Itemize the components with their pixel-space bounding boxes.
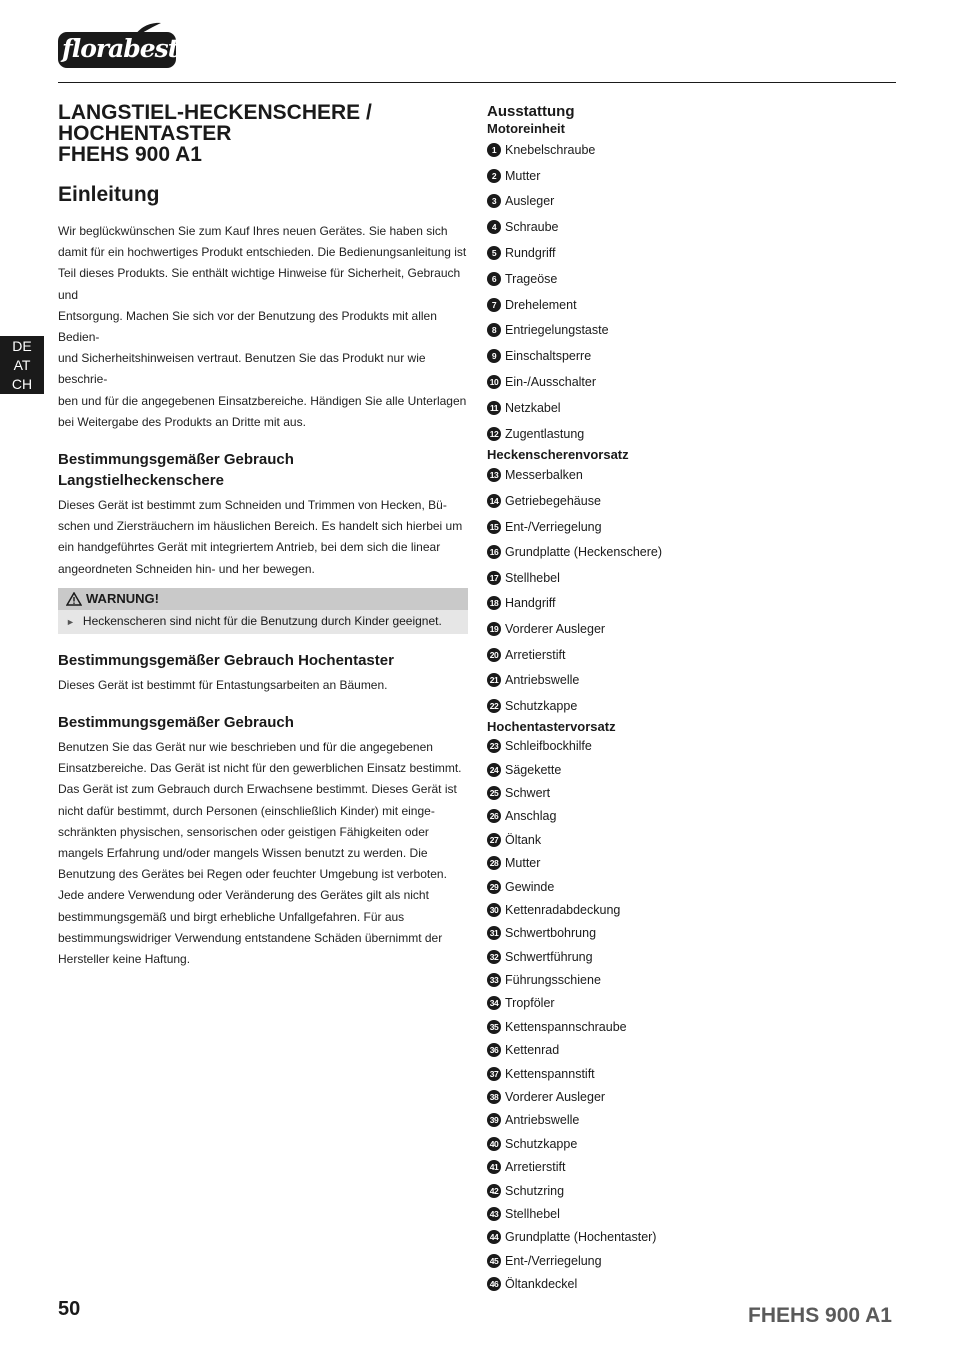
part-label: Schutzring <box>505 1183 565 1198</box>
group-title: Hochentastervorsatz <box>487 718 616 734</box>
part-number-badge: 32 <box>487 950 501 964</box>
part-item <box>487 214 907 240</box>
part-number-badge: 36 <box>487 1043 501 1057</box>
part-item <box>487 1085 907 1108</box>
part-label: Mutter <box>505 856 541 871</box>
part-item <box>487 922 907 945</box>
part-number-badge: 9 <box>487 349 501 363</box>
warning-header <box>58 588 468 610</box>
part-item <box>487 851 907 874</box>
text-line: Benutzung des Gerätes bei Regen oder feuchter Umgebung ist verboten. <box>58 867 447 882</box>
part-item <box>487 735 907 758</box>
part-number-badge: 19 <box>487 622 501 636</box>
part-label: Tropföler <box>505 996 555 1011</box>
equipment-heading: Ausstattung <box>487 103 575 120</box>
part-number-badge: 6 <box>487 272 501 286</box>
part-number-badge: 18 <box>487 596 501 610</box>
part-number-badge: 28 <box>487 856 501 870</box>
part-item <box>487 1109 907 1132</box>
part-label: Kettenrad <box>505 1043 560 1058</box>
part-label: Grundplatte (Heckenschere) <box>505 545 663 560</box>
part-label: Schwert <box>505 785 551 800</box>
part-number-badge: 22 <box>487 699 501 713</box>
text-line: bei Weitergabe des Produkts an Dritte mit aus. <box>58 414 306 429</box>
part-label: Schleifbockhilfe <box>505 739 592 754</box>
part-number-badge: 40 <box>487 1137 501 1151</box>
text-line: Jede andere Verwendung oder Veränderung des Gerätes gilt als nicht <box>58 888 429 903</box>
part-item <box>487 421 907 447</box>
part-label: Kettenspannstift <box>505 1066 595 1081</box>
part-label: Schwertbohrung <box>505 926 597 941</box>
use-hedge-heading <box>58 449 468 491</box>
brand-logo <box>58 24 178 68</box>
part-item <box>487 240 907 266</box>
part-item <box>487 1249 907 1272</box>
part-item <box>487 565 907 591</box>
part-item <box>487 1156 907 1179</box>
part-label: Ausleger <box>505 194 555 209</box>
text-line: damit für ein hochwertiges Produkt entschieden. Die Bedienungsanleitung ist <box>58 245 467 260</box>
intro-paragraph <box>58 221 468 433</box>
part-number-badge: 35 <box>487 1020 501 1034</box>
part-number-badge: 8 <box>487 323 501 337</box>
part-label: Antriebswelle <box>505 1113 580 1128</box>
text-line: Benutzen Sie das Gerät nur wie beschrieben und für die angegebenen <box>58 740 433 755</box>
part-label: Einschaltsperre <box>505 349 592 364</box>
parts-list <box>487 103 907 1296</box>
left-column <box>58 102 468 970</box>
brand-logo-text: florabest <box>62 34 179 63</box>
part-number-badge: 3 <box>487 194 501 208</box>
part-number-badge: 17 <box>487 571 501 585</box>
part-label: Kettenradabdeckung <box>505 902 621 917</box>
part-number-badge: 34 <box>487 996 501 1010</box>
part-label: Führungsschiene <box>505 973 601 988</box>
part-label: Handgriff <box>505 596 556 611</box>
part-item <box>487 1202 907 1225</box>
header-divider <box>58 82 896 83</box>
use-general-paragraph <box>58 737 468 970</box>
part-item <box>487 369 907 395</box>
part-item <box>487 667 907 693</box>
part-item <box>487 1179 907 1202</box>
title-line: HOCHENTASTER <box>58 122 232 145</box>
part-item <box>487 898 907 921</box>
part-number-badge: 41 <box>487 1160 501 1174</box>
part-label: Arretierstift <box>505 1160 566 1175</box>
use-general-heading: Bestimmungsgemäßer Gebrauch <box>58 714 294 732</box>
part-number-badge: 44 <box>487 1230 501 1244</box>
part-item <box>487 1062 907 1085</box>
part-number-badge: 26 <box>487 809 501 823</box>
part-number-badge: 31 <box>487 926 501 940</box>
text-line: und Sicherheitshinweisen vertraut. Benutzen Sie das Produkt nur wie beschrie- <box>58 351 426 387</box>
part-label: Schutzkappe <box>505 1136 578 1151</box>
text-line: ein handgeführtes Gerät mit integriertem Antrieb, bei dem sich die linear <box>58 540 441 555</box>
part-item <box>487 693 907 719</box>
part-item <box>487 945 907 968</box>
part-number-badge: 42 <box>487 1184 501 1198</box>
part-label: Messerbalken <box>505 468 583 483</box>
language-tab <box>0 336 44 394</box>
document-title <box>58 102 468 165</box>
text-line: Dieses Gerät ist bestimmt zum Schneiden und Trimmen von Hecken, Bü- <box>58 498 447 513</box>
part-item <box>487 488 907 514</box>
part-item <box>487 189 907 215</box>
group-title: Motoreinheit <box>487 121 565 136</box>
part-number-badge: 29 <box>487 880 501 894</box>
part-label: Arretierstift <box>505 647 566 662</box>
part-number-badge: 39 <box>487 1113 501 1127</box>
text-line: Das Gerät ist zum Gebrauch durch Erwachsene bestimmt. Dieses Gerät ist <box>58 782 457 797</box>
part-item <box>487 1132 907 1155</box>
part-item <box>487 828 907 851</box>
group-title: Heckenscherenvorsatz <box>487 446 629 462</box>
language-code: CH <box>11 376 33 392</box>
part-number-badge: 7 <box>487 298 501 312</box>
part-number-badge: 20 <box>487 648 501 662</box>
warning-item <box>58 610 468 634</box>
part-number-badge: 43 <box>487 1207 501 1221</box>
part-item <box>487 805 907 828</box>
text-line: Entsorgung. Machen Sie sich vor der Benutzung des Produkts mit allen Bedien- <box>58 308 437 345</box>
part-number-badge: 16 <box>487 545 501 559</box>
part-label: Öltankdeckel <box>505 1277 578 1292</box>
part-label: Getriebegehäuse <box>505 493 601 508</box>
language-code: AT <box>13 357 31 373</box>
part-label: Ent-/Verriegelung <box>505 1253 602 1268</box>
part-item <box>487 642 907 668</box>
part-number-badge: 33 <box>487 973 501 987</box>
part-number-badge: 11 <box>487 401 501 415</box>
part-label: Stellhebel <box>505 570 560 585</box>
text-line: angeordneten Schneiden hin- und her bewegen. <box>58 561 315 576</box>
part-number-badge: 13 <box>487 468 501 482</box>
part-number-badge: 1 <box>487 143 501 157</box>
part-label: Schwertführung <box>505 949 593 964</box>
part-item <box>487 343 907 369</box>
part-number-badge: 23 <box>487 739 501 753</box>
part-item <box>487 137 907 163</box>
part-label: Anschlag <box>505 809 557 824</box>
use-hedge-paragraph <box>58 495 468 580</box>
part-label: Öltank <box>505 832 542 847</box>
warning-triangle-icon <box>66 592 82 606</box>
part-item <box>487 514 907 540</box>
page-number: 50 <box>58 1298 81 1320</box>
part-number-badge: 24 <box>487 763 501 777</box>
part-label: Ent-/Verriegelung <box>505 519 602 534</box>
heading-line: Langstielheckenschere <box>58 472 224 490</box>
part-number-badge: 5 <box>487 246 501 260</box>
part-number-badge: 27 <box>487 833 501 847</box>
part-item <box>487 266 907 292</box>
part-number-badge: 2 <box>487 169 501 183</box>
warning-text: Heckenscheren sind nicht für die Benutzung durch Kinder geeignet. <box>82 613 442 628</box>
text-line: schen und Ziersträuchern im häuslichen Bereich. Es handelt sich hierbei um <box>58 519 463 534</box>
part-number-badge: 46 <box>487 1277 501 1291</box>
part-label: Mutter <box>505 168 541 183</box>
part-item <box>487 395 907 421</box>
part-label: Grundplatte (Hochentaster) <box>505 1230 657 1245</box>
part-item <box>487 875 907 898</box>
title-line: LANGSTIEL-HECKENSCHERE / <box>58 101 372 124</box>
part-number-badge: 25 <box>487 786 501 800</box>
part-label: Schraube <box>505 220 559 235</box>
text-line: bestimmungsgemäß und birgt erhebliche Unfallgefahren. Für aus <box>58 909 405 924</box>
part-item <box>487 968 907 991</box>
text-line: Teil dieses Produkts. Sie enthält wichtige Hinweise für Sicherheit, Gebrauch und <box>58 266 461 302</box>
part-label: Zugentlastung <box>505 426 585 441</box>
heading-line: Bestimmungsgemäßer Gebrauch <box>58 451 294 469</box>
part-label: Knebelschraube <box>505 142 596 157</box>
part-label: Rundgriff <box>505 246 556 261</box>
part-item <box>487 992 907 1015</box>
part-label: Ein-/Ausschalter <box>505 375 597 390</box>
part-label: Schutzkappe <box>505 698 578 713</box>
part-item <box>487 1039 907 1062</box>
part-label: Sägekette <box>505 762 562 777</box>
part-item <box>487 318 907 344</box>
part-number-badge: 14 <box>487 494 501 508</box>
part-item <box>487 539 907 565</box>
part-label: Trageöse <box>505 271 558 286</box>
part-number-badge: 21 <box>487 673 501 687</box>
text-line: nicht dafür bestimmt, durch Personen (einschließlich Kinder) mit einge- <box>58 803 435 818</box>
part-number-badge: 30 <box>487 903 501 917</box>
warning-label: WARNUNG! <box>86 590 159 606</box>
text-line: ben und für die angegebenen Einsatzbereiche. Händigen Sie alle Unterlagen <box>58 393 467 408</box>
use-pruner-heading: Bestimmungsgemäßer Gebrauch Hochentaster <box>58 651 394 669</box>
part-number-badge: 45 <box>487 1254 501 1268</box>
part-item <box>487 463 907 489</box>
part-item <box>487 163 907 189</box>
part-number-badge: 12 <box>487 427 501 441</box>
text-line: Wir beglückwünschen Sie zum Kauf Ihres neuen Gerätes. Sie haben sich <box>58 224 448 238</box>
part-number-badge: 37 <box>487 1067 501 1081</box>
part-item <box>487 1226 907 1249</box>
intro-heading: Einleitung <box>58 183 160 206</box>
text-line: mangels Erfahrung und/oder mangels Wissen benutzt zu werden. Die <box>58 846 428 861</box>
footer-model: FHEHS 900 A1 <box>748 1304 892 1327</box>
part-item <box>487 1015 907 1038</box>
part-label: Netzkabel <box>505 400 561 415</box>
part-item <box>487 292 907 318</box>
text-line: Hersteller keine Haftung. <box>58 952 191 967</box>
text-line: Einsatzbereiche. Das Gerät ist nicht für den gewerblichen Einsatz bestimmt. <box>58 761 462 776</box>
arrow-right-icon: ► <box>66 616 75 627</box>
part-label: Vorderer Ausleger <box>505 1090 606 1105</box>
warning-box <box>58 588 468 634</box>
part-item <box>487 616 907 642</box>
part-item <box>487 781 907 804</box>
part-label: Stellhebel <box>505 1207 560 1221</box>
part-item <box>487 758 907 781</box>
part-label: Kettenspannschraube <box>505 1019 627 1034</box>
part-number-badge: 10 <box>487 375 501 389</box>
language-code: DE <box>12 338 32 354</box>
part-label: Entriegelungstaste <box>505 323 609 338</box>
part-item <box>487 1272 907 1295</box>
use-pruner-text: Dieses Gerät ist bestimmt für Entastungsarbeiten an Bäumen. <box>58 677 388 692</box>
part-label: Vorderer Ausleger <box>505 621 606 636</box>
text-line: schränkten physischen, sensorischen oder geistigen Fähigkeiten oder <box>58 824 429 839</box>
part-label: Gewinde <box>505 879 555 894</box>
title-line: FHEHS 900 A1 <box>58 143 202 166</box>
part-item <box>487 591 907 617</box>
part-number-badge: 4 <box>487 220 501 234</box>
part-number-badge: 15 <box>487 520 501 534</box>
text-line: bestimmungswidriger Verwendung entstandene Schäden übernimmt der <box>58 930 443 945</box>
part-label: Antriebswelle <box>505 673 580 688</box>
part-number-badge: 38 <box>487 1090 501 1104</box>
part-label: Drehelement <box>505 297 577 312</box>
